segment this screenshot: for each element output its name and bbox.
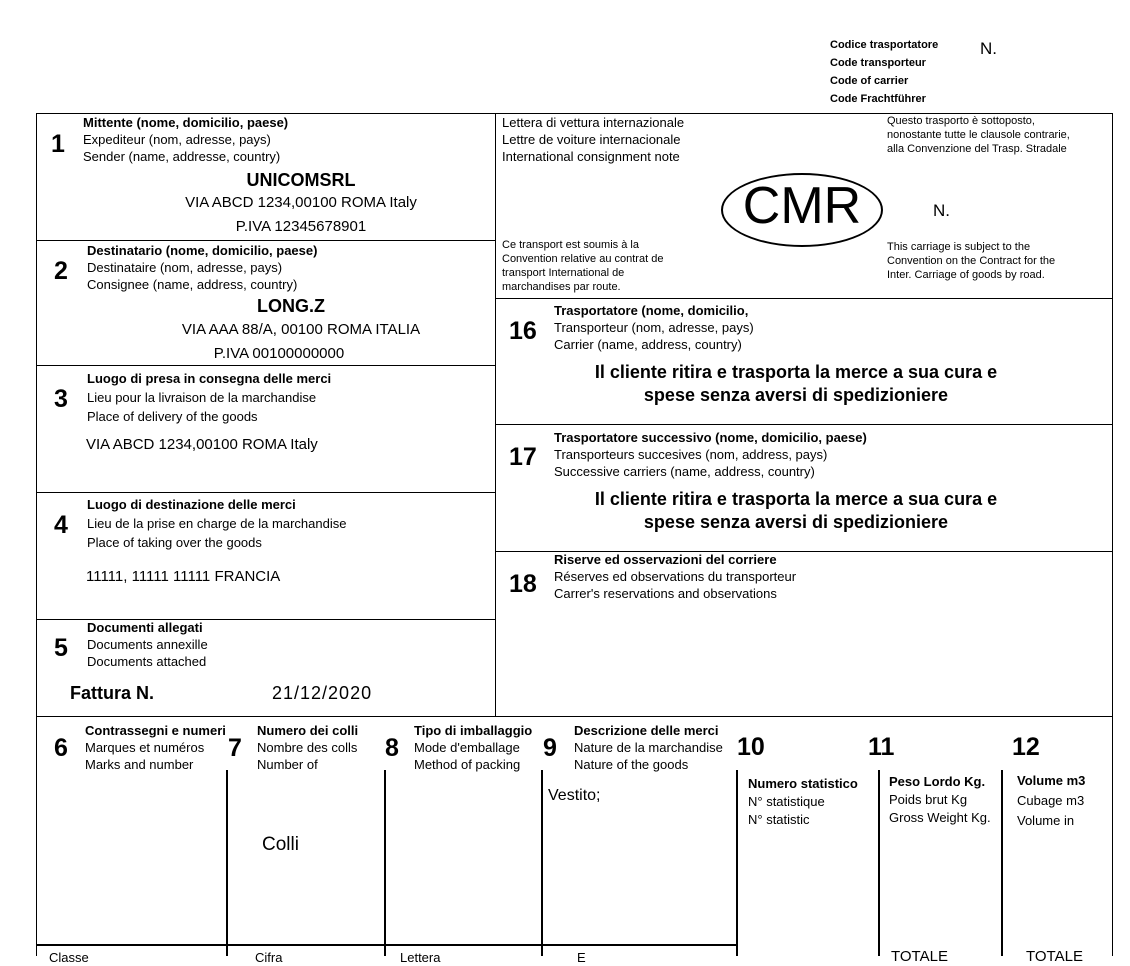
statistic-label-it: Numero statistico [748, 776, 858, 791]
volume-labels [1017, 771, 1085, 831]
packages-labels [257, 722, 358, 773]
sender-labels [83, 114, 288, 165]
section-number-8: 8 [385, 734, 399, 762]
gross-weight-label-fr: Poids brut Kg [889, 792, 968, 807]
goods-description-label-fr: Nature de la marchandise [574, 740, 723, 755]
section-number-1: 1 [51, 130, 65, 158]
packing-labels [414, 722, 532, 773]
section-number-3: 3 [54, 385, 68, 413]
bottom-letter-label: Lettera [400, 950, 441, 965]
destination-label-it: Luogo di destinazione delle merci [87, 497, 296, 512]
section-number-10: 10 [737, 733, 765, 761]
consignment-title-en: International consignment note [502, 149, 680, 164]
sender-address: VIA ABCD 1234,00100 ROMA Italy [185, 194, 417, 211]
destination-value: 11111, 11111 11111 FRANCIA [86, 568, 281, 585]
reservations-label-en: Carrer's reservations and observations [554, 586, 777, 601]
convention-note-fr [502, 238, 663, 294]
carrier-code-en: Code of carrier [830, 75, 909, 87]
cmr-number: N. [933, 201, 950, 220]
invoice-label: Fattura N. [70, 683, 155, 703]
section-number-4: 4 [54, 511, 68, 539]
carrier-text [495, 361, 1097, 407]
convention-note-it-line3: alla Convenzione del Trasp. Stradale [887, 143, 1067, 155]
documents-label-en: Documents attached [87, 654, 207, 669]
delivery-place-label-fr: Lieu pour la livraison de la marchandise [87, 390, 317, 405]
successive-carrier-labels [554, 429, 867, 480]
section-number-11: 11 [868, 733, 895, 761]
gross-weight-label-it: Peso Lordo Kg. [889, 774, 986, 789]
volume-total: TOTALE [1026, 948, 1083, 965]
carrier-label-it: Trasportatore (nome, domicilio, [554, 303, 749, 318]
convention-note-fr-line4: marchandises par route. [502, 281, 621, 293]
bottom-class-label: Classe [49, 950, 89, 965]
divider-3-4 [36, 492, 496, 493]
consignee-label-fr: Destinataire (nom, adresse, pays) [87, 260, 283, 275]
carrier-code-fr: Code transporteur [830, 57, 926, 69]
divider-16-17 [495, 424, 1113, 425]
section-number-2: 2 [54, 257, 68, 285]
delivery-place-label-it: Luogo di presa in consegna delle merci [87, 371, 332, 386]
delivery-place-value: VIA ABCD 1234,00100 ROMA Italy [86, 436, 318, 453]
section-number-5: 5 [54, 634, 68, 662]
packages-label-fr: Nombre des colls [257, 740, 358, 755]
divider-2-3 [36, 365, 496, 366]
convention-note-en [887, 240, 1055, 282]
marks-labels [85, 722, 226, 773]
consignee-label-it: Destinatario (nome, domicilio, paese) [87, 243, 318, 258]
statistic-labels [748, 775, 858, 829]
carrier-text-line1: Il cliente ritira e trasporta la merce a sua cura e [594, 362, 998, 382]
successive-carrier-text [495, 488, 1097, 534]
goods-col-11 [878, 770, 880, 956]
cmr-logo-text: CMR [742, 177, 862, 235]
marks-label-fr: Marques et numéros [85, 740, 205, 755]
successive-carrier-text-line2: spese senza aversi di spedizioniere [643, 512, 949, 532]
carrier-text-line2: spese senza aversi di spedizioniere [643, 385, 949, 405]
divider-goods-row [36, 716, 1113, 717]
carrier-label-fr: Transporteur (nom, adresse, pays) [554, 320, 754, 335]
carrier-code-labels [830, 36, 938, 108]
volume-label-it: Volume m3 [1017, 773, 1086, 788]
destination-labels [87, 495, 346, 552]
goods-col-12 [1001, 770, 1003, 956]
packages-label-en: Number of [257, 757, 318, 772]
consignee-vat: P.IVA 00100000000 [213, 345, 345, 362]
volume-label-en: Volume in [1017, 813, 1075, 828]
sender-name: UNICOMSRL [246, 170, 356, 190]
consignee-label-en: Consignee (name, address, country) [87, 277, 298, 292]
documents-label-it: Documenti allegati [87, 620, 203, 635]
successive-carrier-label-en: Successive carriers (name, address, country) [554, 464, 815, 479]
packing-label-fr: Mode d'emballage [414, 740, 520, 755]
consignee-name: LONG.Z [257, 296, 325, 316]
convention-note-fr-line3: transport International de [502, 267, 625, 279]
convention-note-it-line2: nonostante tutte le clausole contrarie, [887, 129, 1070, 141]
reservations-label-it: Riserve ed osservazioni del corriere [554, 552, 777, 567]
section-number-16: 16 [509, 317, 537, 345]
goods-col-9 [541, 770, 543, 956]
goods-description-label-it: Descrizione delle merci [574, 723, 719, 738]
documents-labels [87, 619, 208, 670]
statistic-label-fr: N° statistique [748, 794, 825, 809]
packing-label-en: Method of packing [414, 757, 521, 772]
goods-description-value: Vestito; [548, 787, 601, 804]
divider-1-2 [36, 240, 496, 241]
gross-weight-label-en: Gross Weight Kg. [889, 810, 991, 825]
destination-label-en: Place of taking over the goods [87, 535, 262, 550]
carrier-code-it: Codice trasportatore [830, 39, 939, 51]
packing-label-it: Tipo di imballaggio [414, 723, 533, 738]
sender-vat: P.IVA 12345678901 [235, 218, 367, 235]
volume-label-fr: Cubage m3 [1017, 793, 1085, 808]
convention-note-en-line3: Inter. Carriage of goods by road. [887, 269, 1045, 281]
convention-note-it-line1: Questo trasporto è sottoposto, [887, 115, 1035, 127]
consignment-note-titles [502, 114, 684, 165]
sender-label-it: Mittente (nome, domicilio, paese) [83, 115, 289, 130]
gross-weight-total: TOTALE [891, 948, 948, 965]
section-number-12: 12 [1012, 733, 1040, 761]
section-number-7: 7 [228, 734, 242, 762]
sender-label-en: Sender (name, addresse, country) [83, 149, 281, 164]
reservations-label-fr: Réserves ed observations du transporteur [554, 569, 797, 584]
packages-label-it: Numero dei colli [257, 723, 359, 738]
carrier-code-number: N. [980, 39, 997, 58]
section-number-17: 17 [509, 443, 537, 471]
goods-description-label-en: Nature of the goods [574, 757, 689, 772]
delivery-place-labels [87, 369, 331, 426]
consignment-title-fr: Lettre de voiture internacionale [502, 132, 681, 147]
marks-label-it: Contrassegni e numeri [85, 723, 226, 738]
convention-note-en-line2: Convention on the Contract for the [887, 255, 1056, 267]
delivery-place-label-en: Place of delivery of the goods [87, 409, 258, 424]
consignee-address: VIA AAA 88/A, 00100 ROMA ITALIA [181, 321, 421, 338]
documents-label-fr: Documents annexille [87, 637, 208, 652]
bottom-figure-label: Cifra [255, 950, 283, 965]
goods-description-labels [574, 722, 723, 773]
convention-note-it [887, 114, 1070, 156]
section-number-6: 6 [54, 734, 68, 762]
carrier-code-de: Code Frachtführer [830, 93, 926, 105]
section-number-9: 9 [543, 734, 557, 762]
carrier-label-en: Carrier (name, address, country) [554, 337, 742, 352]
frame-right [1112, 113, 1113, 956]
goods-col-8 [384, 770, 386, 956]
bottom-e-label: E [577, 950, 586, 965]
destination-label-fr: Lieu de la prise en charge de la marchandise [87, 516, 347, 531]
gross-weight-labels [889, 773, 991, 827]
goods-col-7 [226, 770, 228, 956]
consignee-labels [87, 242, 317, 293]
invoice-date: 21/12/2020 [272, 683, 373, 703]
statistic-label-en: N° statistic [748, 812, 810, 827]
consignment-title-it: Lettera di vettura internazionale [502, 115, 685, 130]
marks-label-en: Marks and number [85, 757, 194, 772]
goods-col-10 [736, 770, 738, 956]
goods-bottom-line [36, 944, 737, 946]
carrier-labels [554, 302, 754, 353]
convention-note-en-line1: This carriage is subject to the [887, 241, 1031, 253]
packages-value: Colli [262, 834, 299, 855]
convention-note-fr-line2: Convention relative au contrat de [502, 253, 664, 265]
convention-note-fr-line1: Ce transport est soumis à la [502, 239, 639, 251]
successive-carrier-label-fr: Transporteurs succesives (nom, address, pays) [554, 447, 828, 462]
section-number-18: 18 [509, 570, 537, 598]
reservations-labels [554, 551, 796, 602]
sender-label-fr: Expediteur (nom, adresse, pays) [83, 132, 271, 147]
divider-header-16 [495, 298, 1113, 299]
successive-carrier-label-it: Trasportatore successivo (nome, domicilio, paese) [554, 430, 867, 445]
successive-carrier-text-line1: Il cliente ritira e trasporta la merce a sua cura e [594, 489, 998, 509]
